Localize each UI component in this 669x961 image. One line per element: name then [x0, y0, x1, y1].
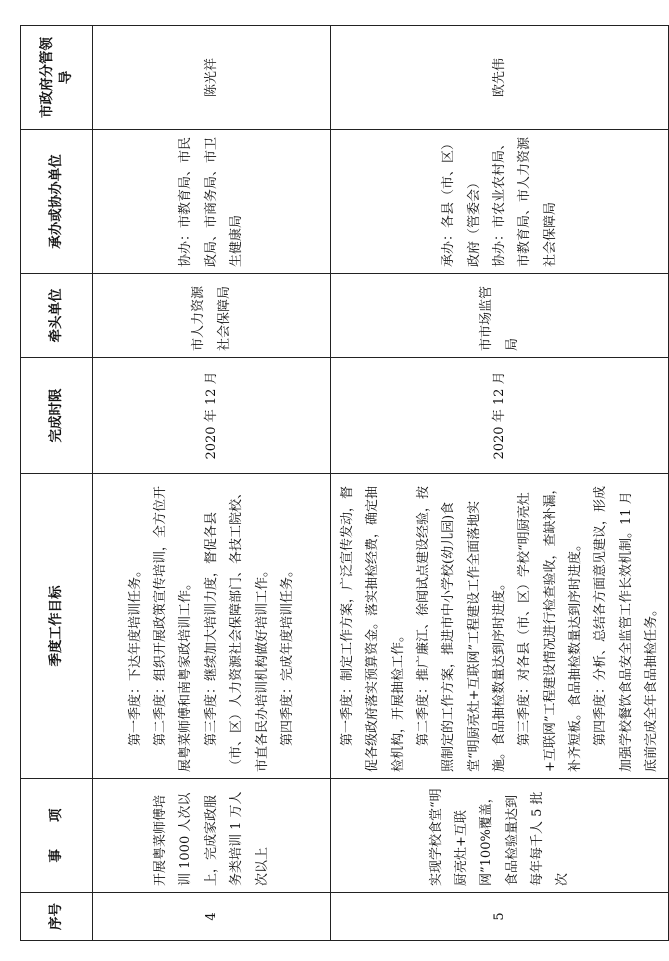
goal-q2: 第二季度：组织开展政策宣传培训，全方位开展粤菜师傅和南粤家政培训工作。: [153, 485, 194, 772]
row-goals: [331, 474, 669, 779]
goal-q1: 第一季度：制定工作方案，广泛宣传发动，督促各级政府落实预算资金。落实抽检经费，确定抽检机构，开展抽检工作。: [340, 485, 406, 772]
goal-q4: 第四季度：分析、总结各方面意见建议，形成加强学校餐饮食品安全监管工作长效机制。11 月底前完成全年食品抽检任务。: [593, 485, 660, 772]
goal-q3: 第三季度：对各县（市、区）学校“明厨亮灶+互联网”工程建设情况进行检查验收，查缺补漏，补齐短板。食品抽检数量达到序时进度。: [517, 481, 584, 772]
row-lead-unit: 市人力资源社会保障局: [93, 274, 331, 358]
row-assist-unit: 承办：各县（市、区）政府（管委会） 协办：市农业农村局、市教育局、市人力资源社会保障局: [331, 130, 669, 274]
header-index: 序号: [21, 893, 93, 941]
row-leader: 陈光祥: [93, 26, 331, 130]
row-goals: [93, 474, 331, 779]
header-assist-unit: 承办或协办单位: [21, 130, 93, 274]
table-header-row: [21, 26, 93, 941]
row-leader: 欧先伟: [331, 26, 669, 130]
row-deadline: 2020 年 12 月: [331, 358, 669, 474]
row-lead-unit: 市市场监管局: [331, 274, 669, 358]
header-goals: 季度工作目标: [21, 474, 93, 779]
work-target-table: [20, 25, 669, 941]
row-deadline: 2020 年 12 月: [93, 358, 331, 474]
row-index: 4: [93, 893, 331, 941]
row-index: 5: [331, 893, 669, 941]
goal-q1: 第一季度：下达年度培训任务。: [127, 563, 143, 746]
row-item: 开展粤菜师傅培训 1000 人次以上，完成家政服务类培训 1 万人次以上: [93, 779, 331, 893]
table-row: [93, 26, 331, 941]
row-item: 实现学校食堂“明厨亮灶+互联网”100%覆盖，食品检验量达到每年每千人 5 批次: [331, 779, 669, 893]
goal-q2: 第二季度：推广廉江、徐闻试点建设经验，按照制定的工作方案，推进市中小学校(幼儿园)食堂“明厨亮灶+互联网”工程建设工作全面落地实施。食品抽检数量达到序时进度。: [416, 485, 508, 772]
header-deadline: 完成时限: [21, 358, 93, 474]
row-assist-unit: 协办：市教育局、市民政局、市商务局、市卫生健康局: [93, 130, 331, 274]
table-row: [331, 26, 669, 941]
header-lead-unit: 牵头单位: [21, 274, 93, 358]
rotated-table-container: [20, 26, 660, 941]
goal-q3: 第三季度：继续加大培训力度，督促各县（市、区）人力资源社会保障部门、各技工院校、市直各民办培训机构做好培训工作。: [203, 485, 270, 772]
header-leader: 市政府分管领导: [21, 26, 93, 130]
header-item: 事 项: [21, 779, 93, 893]
goal-q4: 第四季度：完成年度培训任务。: [279, 563, 295, 746]
